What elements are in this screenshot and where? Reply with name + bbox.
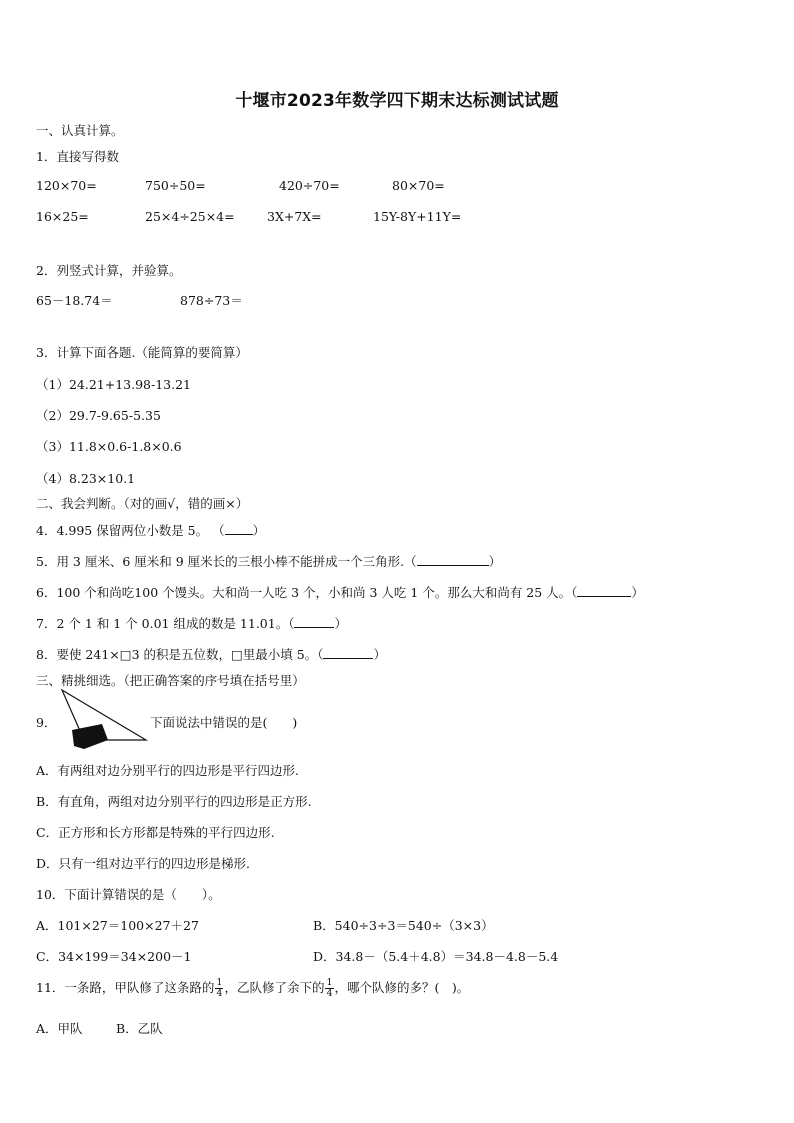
q11-part2: ，乙队修了余下的: [224, 980, 325, 995]
q9-option-d: D．只有一组对边平行的四边形是梯形.: [36, 856, 250, 871]
q4-answer-blank[interactable]: [225, 522, 253, 535]
q1-r1-c1: 120×70=: [36, 178, 97, 193]
q11-fraction-1: [215, 978, 223, 999]
q7-answer-blank[interactable]: [294, 615, 334, 628]
q6: [36, 583, 644, 601]
q5-close: ）: [488, 554, 502, 569]
q11-fraction-2: [325, 978, 333, 999]
q10-option-b: B．540÷3÷3＝540÷（3×3）: [313, 918, 494, 933]
q10-option-d: D．34.8－（5.4＋4.8）＝34.8－4.8－5.4: [313, 949, 559, 964]
q6-answer-blank[interactable]: [577, 584, 631, 597]
q1-r2-c2: 25×4÷25×4=: [145, 209, 235, 224]
q3-item-4: （4）8.23×10.1: [36, 471, 136, 486]
q11-frac2-den: 4: [326, 988, 333, 999]
q11-option-b: B．乙队: [116, 1021, 163, 1036]
q3-item-2: （2）29.7-9.65-5.35: [36, 408, 161, 423]
q4-text: 4．4.995 保留两位小数是 5。 （: [36, 523, 225, 538]
section3-heading: 三、精挑细选。（把正确答案的序号填在括号里）: [36, 673, 305, 688]
q1-r2-c3: 3X+7X=: [267, 209, 322, 224]
q6-text: 6．100 个和尚吃100 个馒头。大和尚一人吃 3 个，小和尚 3 人吃 1 个。那么大和尚有 25 人。（: [36, 585, 578, 600]
q1-r2-c4: 15Y-8Y+11Y=: [373, 209, 462, 224]
q7-text: 7．2 个 1 和 1 个 0.01 组成的数是 11.01。（: [36, 616, 295, 631]
q3-item-1: （1）24.21+13.98-13.21: [36, 377, 192, 392]
q11-part3: ，哪个队修的多？( )。: [334, 980, 470, 995]
q9-option-c: C．正方形和长方形都是特殊的平行四边形.: [36, 825, 275, 840]
q11-frac2-num: 1: [326, 977, 333, 988]
q9-stem: 下面说法中错误的是( ): [150, 715, 298, 730]
q10-option-a: A．101×27＝100×27＋27: [36, 918, 199, 933]
q11-frac1-num: 1: [216, 977, 223, 988]
q3-label: 3．计算下面各题.（能简算的要简算）: [36, 345, 248, 360]
q9-option-b: B．有直角，两组对边分别平行的四边形是正方形.: [36, 794, 312, 809]
q5: [36, 552, 501, 570]
q1-r1-c3: 420÷70=: [279, 178, 340, 193]
q1-label: 1．直接写得数: [36, 149, 119, 164]
q1-r2-c1: 16×25=: [36, 209, 89, 224]
q11-option-a: A．甲队: [36, 1021, 83, 1036]
q1-r1-c2: 750÷50=: [145, 178, 206, 193]
q9-number: 9．: [36, 715, 57, 730]
q6-close: ）: [631, 585, 644, 600]
q9-figure-triangle-icon: [58, 688, 150, 750]
q1-r1-c4: 80×70=: [392, 178, 445, 193]
q8: [36, 645, 386, 663]
q10-option-c: C．34×199＝34×200－1: [36, 949, 192, 964]
q4-close: ）: [252, 523, 266, 538]
q5-text: 5．用 3 厘米、6 厘米和 9 厘米长的三根小棒不能拼成一个三角形.（: [36, 554, 417, 569]
q4: [36, 521, 265, 539]
q2-item-2: 878÷73＝: [180, 293, 243, 308]
q9-option-a: A．有两组对边分别平行的四边形是平行四边形.: [36, 763, 300, 778]
q8-answer-blank[interactable]: [323, 646, 373, 659]
q5-answer-blank[interactable]: [417, 553, 489, 566]
q11-part1: 11．一条路，甲队修了这条路的: [36, 980, 215, 995]
q11-stem: [36, 978, 469, 999]
section2-heading: 二、我会判断。（对的画√，错的画×）: [36, 496, 249, 511]
q7-close: ）: [334, 616, 347, 631]
q7: [36, 614, 347, 632]
q2-label: 2．列竖式计算，并验算。: [36, 263, 182, 278]
q2-item-1: 65－18.74＝: [36, 293, 113, 308]
section1-heading: 一、认真计算。: [36, 123, 124, 138]
q3-item-3: （3）11.8×0.6-1.8×0.6: [36, 439, 182, 454]
page-title: 十堰市2023年数学四下期末达标测试试题: [235, 91, 559, 111]
q11-frac1-den: 4: [216, 988, 223, 999]
q10-stem: 10．下面计算错误的是（ ）。: [36, 887, 221, 902]
q8-text: 8．要使 241×□3 的积是五位数，□里最小填 5。（: [36, 647, 324, 662]
q8-close: ）: [373, 647, 386, 662]
